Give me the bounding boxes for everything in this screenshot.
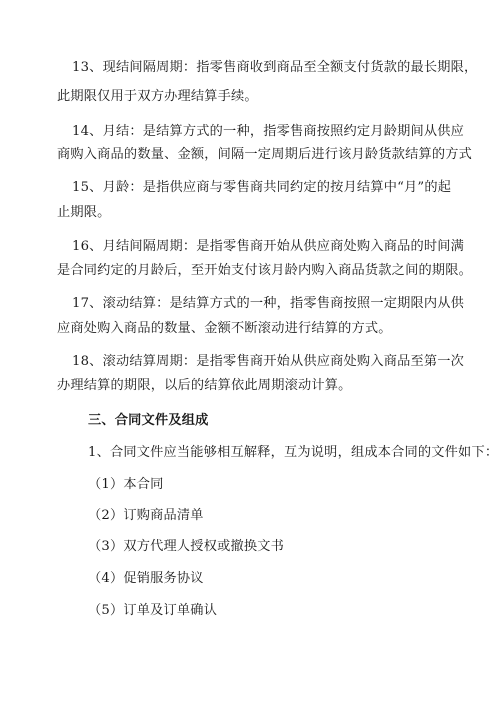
item-14-line-1: 14、月结：是结算方式的一种，指零售商按照约定月龄期间从供应 [72, 124, 465, 139]
item-13-line-2: 此期限仅用于双方办理结算手续。 [57, 89, 258, 104]
item-16-line-2: 是合同约定的月龄后，至开始支付该月龄内购入商品货款之间的期限。 [57, 263, 473, 278]
item-13-line-1: 13、现结间隔周期：指零售商收到商品至全额支付货款的最长期限， [72, 60, 478, 75]
item-18-line-1: 18、滚动结算周期：是指零售商开始从供应商处购入商品至第一次 [72, 354, 465, 369]
item-15-line-2: 止期限。 [57, 205, 111, 220]
item-14-line-2: 商购入商品的数量、金额，间隔一定周期后进行该月龄货款结算的方式 [57, 147, 473, 162]
list-item-5: （5）订单及订单确认 [88, 603, 218, 618]
list-item-1: （1）本合同 [88, 477, 164, 492]
list-item-4: （4）促销服务协议 [88, 571, 204, 586]
item-17-line-2: 应商处购入商品的数量、金额不断滚动进行结算的方式。 [57, 321, 392, 336]
list-item-3: （3）双方代理人授权或撤换文书 [88, 539, 285, 554]
clause-1: 1、合同文件应当能够相互解释，互为说明，组成本合同的文件如下： [88, 445, 499, 460]
item-16-line-1: 16、月结间隔周期：是指零售商开始从供应商处购入商品的时间满 [72, 239, 465, 254]
list-item-2: （2）订购商品清单 [88, 508, 204, 523]
section-heading: 三、合同文件及组成 [88, 413, 209, 428]
item-17-line-1: 17、滚动结算：是结算方式的一种，指零售商按照一定期限内从供 [72, 296, 465, 311]
item-15-line-1: 15、月龄：是指供应商与零售商共同约定的按月结算中“月”的起 [72, 180, 452, 195]
item-18-line-2: 办理结算的期限，以后的结算依此周期滚动计算。 [57, 378, 352, 393]
